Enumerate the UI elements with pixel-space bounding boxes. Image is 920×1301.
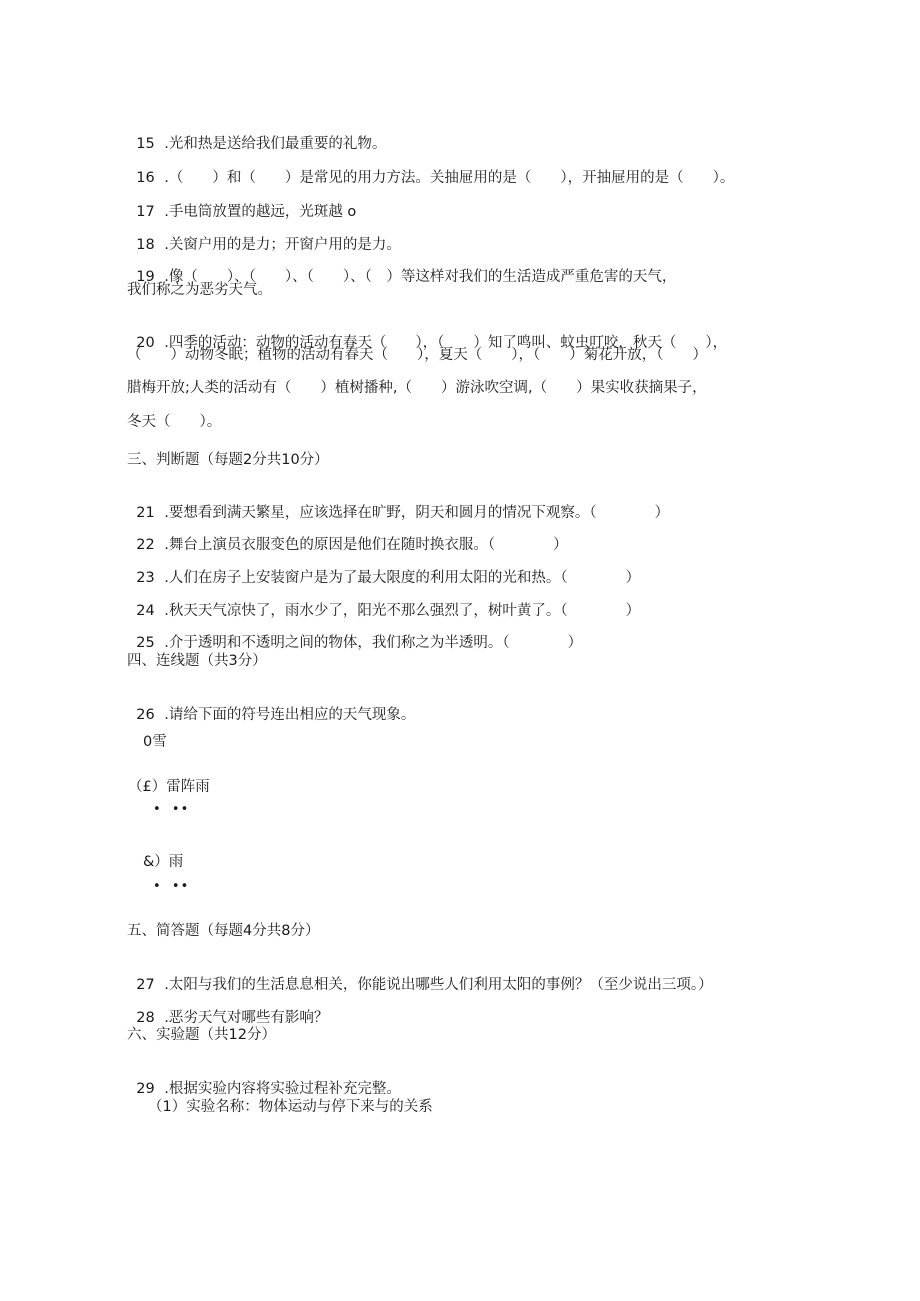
- question-text: .关窗户用的是力；开窗户用的是力。: [164, 237, 401, 253]
- question-text: .手电筒放置的越远，光斑越 o: [164, 204, 357, 220]
- question-text: .光和热是送给我们最重要的礼物。: [164, 136, 387, 152]
- question-text: .人们在房子上安装窗户是为了最大限度的利用太阳的光和热。（ ）: [164, 570, 641, 586]
- question-text: .太阳与我们的生活息息相关，你能说出哪些人们利用太阳的事例？（至少说出三项。）: [164, 977, 713, 993]
- question-number: 25: [136, 635, 155, 651]
- question-text: .四季的活动：动物的活动有春天（ ），（ ）知了鸣叫、蚊虫叮咬，秋天（ ），: [164, 335, 728, 351]
- question-text: .像（ ）、（ ）、（ ）、（ ）等这样对我们的生活造成严重危害的天气，: [164, 269, 677, 285]
- question-number: 19: [136, 269, 155, 285]
- section-heading-matching: 四、连线题（共3分）: [127, 653, 267, 669]
- experiment-name: （1）实验名称：物体运动与停下来与的关系: [148, 1099, 433, 1115]
- match-item-snow: 0雪: [143, 734, 167, 750]
- question-number: 29: [136, 1081, 155, 1097]
- match-dots: • ••: [153, 879, 190, 894]
- question-number: 22: [136, 537, 155, 553]
- question-number: 17: [136, 204, 155, 220]
- section-heading-judgment: 三、判断题（每题2分共10分）: [127, 452, 329, 468]
- section-heading-short-answer: 五、简答题（每题4分共8分）: [127, 923, 320, 939]
- question-text: .（ ）和（ ）是常见的用力方法。关抽屉用的是（ ），开抽屉用的是（ ）。: [164, 170, 735, 186]
- question-number: 24: [136, 603, 155, 619]
- question-text: .恶劣天气对哪些有影响？: [164, 1010, 329, 1026]
- question-number: 15: [136, 136, 155, 152]
- question-20-line-4: 冬天（ ）。: [127, 414, 222, 430]
- question-text: .要想看到满天繁星，应该选择在旷野，阴天和圆月的情况下观察。（ ）: [164, 505, 670, 521]
- question-text: .舞台上演员衣服变色的原因是他们在随时换衣服。（ ）: [164, 537, 568, 553]
- question-number: 27: [136, 977, 155, 993]
- section-heading-experiment: 六、实验题（共12分）: [127, 1027, 276, 1043]
- question-28: [127, 988, 328, 1028]
- question-19-continuation: 我们称之为恶劣天气。: [127, 282, 272, 298]
- question-26: [127, 685, 415, 725]
- question-20-line-2: （ ）动物冬眠；植物的活动有春天（ ），夏天（ ），（ ）菊花开放，（ ）: [127, 347, 707, 363]
- question-29: [127, 1059, 401, 1099]
- question-text: .根据实验内容将实验过程补充完整。: [164, 1081, 401, 1097]
- question-text: .秋天天气凉快了，雨水少了，阳光不那么强烈了，树叶黄了。（ ）: [164, 603, 641, 619]
- question-number: 23: [136, 570, 155, 586]
- question-number: 16: [136, 170, 155, 186]
- match-item-thunderstorm: （£）雷阵雨: [128, 779, 210, 795]
- match-item-rain: &）雨: [143, 854, 184, 870]
- question-number: 18: [136, 237, 155, 253]
- question-number: 28: [136, 1010, 155, 1026]
- question-number: 20: [136, 335, 155, 351]
- question-20-line-3: 腊梅开放;人类的活动有（ ）植树播种,（ ）游泳吹空调,（ ）果实收获摘果子，: [127, 380, 707, 396]
- match-dots: • ••: [153, 802, 190, 817]
- question-number: 26: [136, 707, 155, 723]
- question-25: [127, 613, 582, 653]
- question-text: .请给下面的符号连出相应的天气现象。: [164, 707, 416, 723]
- question-number: 21: [136, 505, 155, 521]
- question-text: .介于透明和不透明之间的物体，我们称之为半透明。（ ）: [164, 635, 583, 651]
